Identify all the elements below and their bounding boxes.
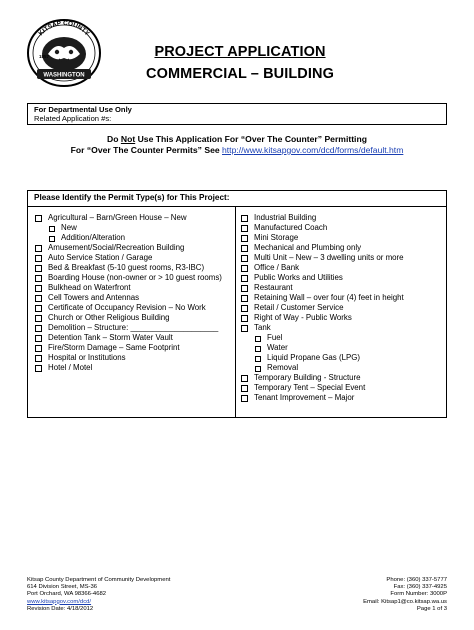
permit-option-label: Addition/Alteration [61, 233, 126, 242]
permit-option[interactable] [35, 353, 253, 363]
checkbox[interactable] [255, 346, 261, 352]
notice-emphasis: Not [120, 134, 136, 144]
checkbox[interactable] [35, 285, 42, 292]
checkbox[interactable] [241, 315, 248, 322]
permit-option-label: Fuel [267, 333, 283, 342]
permit-option[interactable] [35, 253, 253, 263]
permit-option[interactable] [241, 333, 441, 343]
footer-website-link[interactable]: www.kitsapgov.com/dcd/ [27, 598, 92, 605]
footer-form-number: Form Number: 3000P [390, 591, 447, 598]
checkbox[interactable] [35, 365, 42, 372]
permit-option[interactable] [35, 243, 253, 253]
permit-option-label: Office / Bank [254, 263, 300, 272]
permit-option-label: Temporary Tent – Special Event [254, 383, 366, 392]
checkbox[interactable] [35, 255, 42, 262]
permit-option[interactable] [241, 383, 441, 393]
permit-option[interactable] [241, 393, 441, 403]
permit-option[interactable] [241, 353, 441, 363]
permit-option-label: Tank [254, 323, 271, 332]
checkbox[interactable] [49, 236, 55, 242]
page-title: PROJECT APPLICATION [154, 44, 326, 60]
checkbox[interactable] [241, 325, 248, 332]
checkbox[interactable] [241, 275, 248, 282]
checkbox[interactable] [241, 305, 248, 312]
notice-text: Do [107, 134, 121, 144]
checkbox[interactable] [241, 285, 248, 292]
permit-option-label: Amusement/Social/Recreation Building [48, 243, 185, 252]
permit-option-label: Retaining Wall – over four (4) feet in height [254, 293, 404, 302]
otc-notice [27, 134, 447, 156]
checkbox[interactable] [255, 336, 261, 342]
checkbox[interactable] [35, 305, 42, 312]
permit-option[interactable] [241, 243, 441, 253]
permit-option[interactable] [35, 343, 253, 353]
permit-option-label: Public Works and Utilities [254, 273, 343, 282]
permit-option-label: Agricultural – Barn/Green House – New [48, 213, 187, 222]
checkbox[interactable] [49, 226, 55, 232]
permit-type-section [27, 190, 447, 418]
permit-option-label: Church or Other Religious Building [48, 313, 170, 322]
permit-option-label: New [61, 223, 77, 232]
permit-option-label: Detention Tank – Storm Water Vault [48, 333, 173, 342]
checkbox[interactable] [35, 315, 42, 322]
permit-option[interactable] [241, 363, 441, 373]
checkbox[interactable] [241, 255, 248, 262]
permit-option-label: Industrial Building [254, 213, 317, 222]
footer-revision: Revision Date: 4/18/2012 [27, 605, 94, 612]
checkbox[interactable] [255, 366, 261, 372]
footer-street: 614 Division Street, MS-36 [27, 584, 98, 591]
permit-option[interactable] [241, 323, 441, 333]
checkbox[interactable] [241, 245, 248, 252]
permit-option[interactable] [241, 293, 441, 303]
checkbox[interactable] [35, 275, 42, 282]
permit-option-label: Water [267, 343, 288, 352]
permit-option-label: Mechanical and Plumbing only [254, 243, 362, 252]
permit-option[interactable] [35, 313, 253, 323]
seal-top-text: KITSAP COUNTY [37, 19, 91, 38]
permit-option-label: Bulkhead on Waterfront [48, 283, 131, 292]
permit-option[interactable] [241, 313, 441, 323]
permit-option[interactable] [241, 283, 441, 293]
checkbox[interactable] [35, 215, 42, 222]
permit-list-right [241, 213, 441, 403]
permit-option[interactable] [241, 233, 441, 243]
checkbox[interactable] [35, 245, 42, 252]
permit-option[interactable] [35, 323, 253, 333]
footer-phone: Phone: (360) 337-5777 [386, 577, 447, 583]
checkbox[interactable] [241, 215, 248, 222]
permit-option-label: Liquid Propane Gas (LPG) [267, 353, 360, 362]
permit-option[interactable] [35, 273, 253, 283]
permit-option[interactable] [241, 263, 441, 273]
permit-option-label: Cell Towers and Antennas [48, 293, 140, 302]
permit-option[interactable] [35, 293, 253, 303]
seal-year: 1857 [39, 54, 50, 59]
permit-option-label: Bed & Breakfast (5-10 guest rooms, R3-IBC) [48, 263, 205, 272]
permit-option[interactable] [241, 343, 441, 353]
permit-option[interactable] [241, 303, 441, 313]
checkbox[interactable] [35, 325, 42, 332]
checkbox[interactable] [241, 295, 248, 302]
permit-option[interactable] [241, 373, 441, 383]
permit-option[interactable] [35, 263, 253, 273]
checkbox[interactable] [35, 335, 42, 342]
permit-option[interactable] [241, 253, 441, 263]
permit-option[interactable] [241, 223, 441, 233]
notice-text: For “Over The Counter Permits” See [70, 145, 223, 155]
permit-option-label: Manufactured Coach [254, 223, 328, 232]
checkbox[interactable] [241, 225, 248, 232]
footer-org: Kitsap County Department of Community Development [27, 577, 171, 583]
permit-option-label: Boarding House (non-owner or > 10 guest rooms) [48, 273, 222, 282]
permit-option[interactable] [35, 363, 253, 373]
related-application-field[interactable]: Related Application #s: [34, 114, 112, 123]
permit-option-label: Temporary Building - Structure [254, 373, 361, 382]
checkbox[interactable] [35, 345, 42, 352]
permit-option-label: Fire/Storm Damage – Same Footprint [48, 343, 180, 352]
permit-option[interactable] [241, 213, 441, 223]
checkbox[interactable] [241, 265, 248, 272]
checkbox[interactable] [241, 375, 248, 382]
footer-city: Port Orchard, WA 98366-4682 [27, 591, 107, 598]
permit-option-label: Mini Storage [254, 233, 299, 242]
checkbox[interactable] [35, 295, 42, 302]
permit-option-label: Hotel / Motel [48, 363, 93, 372]
departmental-heading: For Departmental Use Only [34, 105, 132, 114]
page-subtitle: COMMERCIAL – BUILDING [146, 66, 334, 82]
permit-option-label: Tenant Improvement – Major [254, 393, 355, 402]
permit-option[interactable] [35, 233, 253, 243]
checkbox[interactable] [241, 235, 248, 242]
permit-option-label: Right of Way - Public Works [254, 313, 352, 322]
permit-option-label: Removal [267, 363, 299, 372]
permit-option[interactable] [35, 213, 253, 223]
permit-option-label: Certificate of Occupancy Revision – No Work [48, 303, 206, 312]
permit-option-label: Retail / Customer Service [254, 303, 344, 312]
permit-option-label: Multi Unit – New – 3 dwelling units or more [254, 253, 404, 262]
permit-option[interactable] [35, 333, 253, 343]
permit-option-label: Restaurant [254, 283, 293, 292]
checkbox[interactable] [241, 395, 248, 402]
footer-fax: Fax: (360) 337-4925 [393, 584, 447, 591]
permit-type-heading: Please Identify the Permit Type(s) for This Project: [28, 191, 446, 207]
seal-bottom-text: WASHINGTON [43, 72, 85, 79]
otc-forms-link[interactable]: http://www.kitsapgov.com/dcd/forms/default.htm [222, 145, 404, 155]
kitsap-county-seal [26, 18, 102, 88]
notice-text: Use This Application For “Over The Counter” Permitting [135, 134, 367, 144]
permit-option-label: Demolition – Structure: ____________________ [48, 323, 219, 332]
checkbox[interactable] [35, 355, 42, 362]
permit-option-label: Auto Service Station / Garage [48, 253, 153, 262]
permit-option[interactable] [241, 273, 441, 283]
permit-option[interactable] [35, 223, 253, 233]
checkbox[interactable] [241, 385, 248, 392]
checkbox[interactable] [255, 356, 261, 362]
permit-option[interactable] [35, 283, 253, 293]
footer-email: Email: Kitsap1@co.kitsap.wa.us [363, 598, 447, 605]
permit-option[interactable] [35, 303, 253, 313]
departmental-use-box [27, 103, 447, 125]
permit-list-left [35, 213, 253, 373]
checkbox[interactable] [35, 265, 42, 272]
footer-page-number: Page 1 of 3 [416, 605, 447, 612]
permit-option-label: Hospital or Institutions [48, 353, 126, 362]
